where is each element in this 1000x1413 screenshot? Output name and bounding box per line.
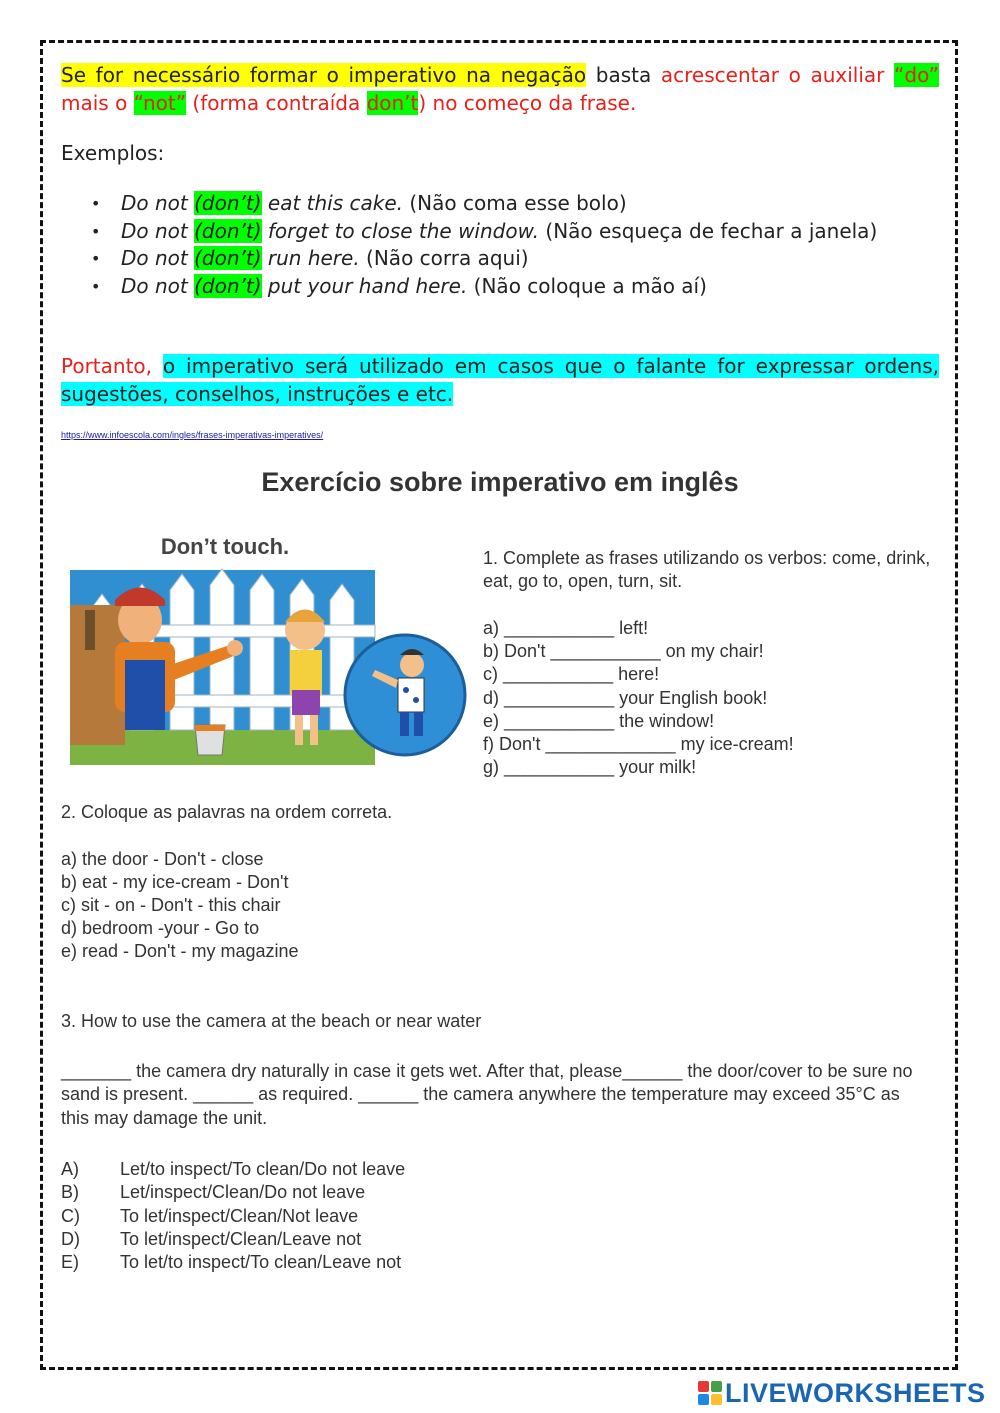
q1-prompt: 1. Complete as frases utilizando os verbos: come, drink, eat, go to, open, turn, sit. <box>483 548 931 591</box>
q2-item[interactable]: e) read - Don't - my magazine <box>61 941 299 961</box>
q3-prompt: 3. How to use the camera at the beach or near water <box>61 1011 482 1031</box>
intro-plain: basta <box>586 63 661 87</box>
intro-not: “not” <box>133 91 187 115</box>
q3-option-e[interactable]: E) To let/to inspect/To clean/Leave not <box>61 1252 402 1273</box>
illustration-caption: Don’t touch. <box>160 534 290 559</box>
q1-item[interactable]: e) ___________ the window! <box>483 710 715 731</box>
q1-item[interactable]: c) ___________ here! <box>483 664 660 685</box>
liveworksheets-logo <box>698 1378 986 1408</box>
source-link[interactable]: https://www.infoescola.com/ingles/frases-imperativas-imperatives/ <box>61 430 324 440</box>
dont-touch-illustration <box>70 530 470 770</box>
q3-option-b[interactable]: B) Let/inspect/Clean/Do not leave <box>61 1182 366 1203</box>
q1-item[interactable]: g) ___________ your milk! <box>483 757 697 778</box>
conclusion-highlight: o imperativo será utilizado em casos que o falante for expressar ordens, sugestões, conselhos, instruções e etc. <box>61 354 939 406</box>
list-item: • Do not (don’t) forget to close the window. (Não esqueça de fechar a janela) <box>91 218 939 246</box>
conclusion-paragraph <box>61 352 939 408</box>
q1-items <box>483 617 794 779</box>
q2-prompt: 2. Coloque as palavras na ordem correta. <box>61 802 393 822</box>
q2-items <box>61 848 299 963</box>
q3-option-a[interactable]: A) Let/to inspect/To clean/Do not leave <box>61 1159 406 1179</box>
q2-item[interactable]: d) bedroom -your - Go to <box>61 918 260 938</box>
logo-mark-icon <box>698 1381 722 1405</box>
examples-label: Exemplos: <box>61 141 165 165</box>
q3-paragraph: _______ the camera dry naturally in case it gets wet. After that, please______ the door/cover to be sure no sand is present. ______ as required. ______ the camera anywhere the temperature may exceed 35°C as this may damage the unit. <box>61 1061 913 1128</box>
intro-red-4: ) no começo da frase. <box>418 91 637 115</box>
intro-paragraph <box>61 61 939 117</box>
q1-item[interactable]: b) Don't ___________ on my chair! <box>483 641 764 662</box>
intro-highlight: Se for necessário formar o imperativo na negação <box>61 63 587 87</box>
q1-item[interactable]: d) ___________ your English book! <box>483 687 768 708</box>
q1-item[interactable]: f) Don't _____________ my ice-cream! <box>483 734 794 755</box>
intro-red-2: mais o <box>61 91 134 115</box>
examples-list <box>91 190 939 300</box>
q2-item[interactable]: b) eat - my ice-cream - Don't <box>61 872 289 892</box>
intro-dont: don’t <box>366 91 419 115</box>
intro-do: “do” <box>894 63 939 87</box>
list-item: • Do not (don’t) put your hand here. (Não coloque a mão aí) <box>91 273 939 301</box>
list-item: • Do not (don’t) run here. (Não corra aqui) <box>91 245 939 273</box>
q2-item[interactable]: c) sit - on - Don't - this chair <box>61 895 281 915</box>
q2-item[interactable]: a) the door - Don't - close <box>61 849 264 869</box>
intro-red-3: (forma contraída <box>186 91 367 115</box>
intro-red-1: acrescentar o auxiliar <box>660 63 895 87</box>
conclusion-red: Portanto, <box>61 354 153 378</box>
logo-wordmark: LIVEWORKSHEETS <box>725 1377 986 1408</box>
q3-option-c[interactable]: C) To let/inspect/Clean/Not leave <box>61 1205 359 1226</box>
list-item: • Do not (don’t) eat this cake. (Não coma esse bolo) <box>91 190 939 218</box>
exercise-title: Exercício sobre imperativo em inglês <box>261 467 739 497</box>
q1-item[interactable]: a) ___________ left! <box>483 618 649 638</box>
q3-option-d[interactable]: D) To let/inspect/Clean/Leave not <box>61 1228 362 1249</box>
q3-options <box>61 1158 405 1274</box>
